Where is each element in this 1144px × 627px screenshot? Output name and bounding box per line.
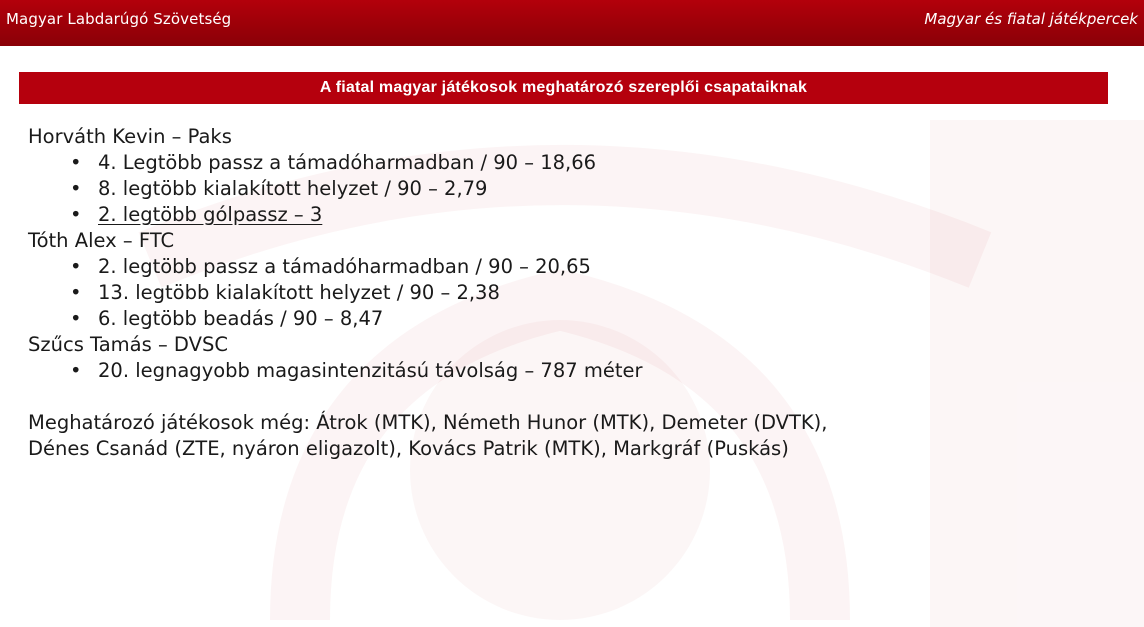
player-name: Szűcs Tamás – DVSC bbox=[28, 333, 228, 356]
bullet-icon: • bbox=[70, 359, 82, 382]
bullet-icon: • bbox=[70, 203, 82, 226]
stat-text: 2. legtöbb passz a támadóharmadban / 90 – 20,65 bbox=[98, 255, 591, 278]
stat-item bbox=[70, 280, 1118, 306]
slide-content bbox=[28, 124, 1118, 462]
header-bar bbox=[0, 0, 1144, 46]
stat-text: 4. Legtöbb passz a támadóharmadban / 90 – 18,66 bbox=[98, 151, 597, 174]
spacer bbox=[28, 384, 1118, 410]
bullet-icon: • bbox=[70, 255, 82, 278]
stat-item bbox=[70, 202, 1118, 228]
title-band bbox=[19, 72, 1108, 104]
player-name: Horváth Kevin – Paks bbox=[28, 125, 232, 148]
slide-title: A fiatal magyar játékosok meghatározó szereplői csapataiknak bbox=[319, 79, 808, 96]
bullet-icon: • bbox=[70, 151, 82, 174]
other-players-line: Meghatározó játékosok még: Átrok (MTK), Németh Hunor (MTK), Demeter (DVTK), bbox=[28, 411, 828, 434]
player-name: Tóth Alex – FTC bbox=[28, 229, 175, 252]
player-stats-list bbox=[28, 254, 1118, 332]
stat-text: 6. legtöbb beadás / 90 – 8,47 bbox=[98, 307, 384, 330]
player-stats-list bbox=[28, 150, 1118, 228]
stat-item bbox=[70, 176, 1118, 202]
stat-text-underlined: 2. legtöbb gólpassz – 3 bbox=[98, 203, 323, 226]
stat-item bbox=[70, 254, 1118, 280]
bullet-icon: • bbox=[70, 281, 82, 304]
stat-item bbox=[70, 358, 1118, 384]
other-players-line: Dénes Csanád (ZTE, nyáron eligazolt), Kovács Patrik (MTK), Markgráf (Puskás) bbox=[28, 437, 789, 460]
stat-text: 20. legnagyobb magasintenzitású távolság – 787 méter bbox=[98, 359, 643, 382]
stat-text: 13. legtöbb kialakított helyzet / 90 – 2,38 bbox=[98, 281, 500, 304]
player-stats-list bbox=[28, 358, 1118, 384]
other-key-players bbox=[28, 410, 1118, 462]
stat-text: 8. legtöbb kialakított helyzet / 90 – 2,79 bbox=[98, 177, 488, 200]
organization-name: Magyar Labdarúgó Szövetség bbox=[6, 10, 232, 28]
bullet-icon: • bbox=[70, 307, 82, 330]
presentation-topic: Magyar és fiatal játékpercek bbox=[924, 10, 1138, 28]
stat-item bbox=[70, 306, 1118, 332]
bullet-icon: • bbox=[70, 177, 82, 200]
stat-item bbox=[70, 150, 1118, 176]
